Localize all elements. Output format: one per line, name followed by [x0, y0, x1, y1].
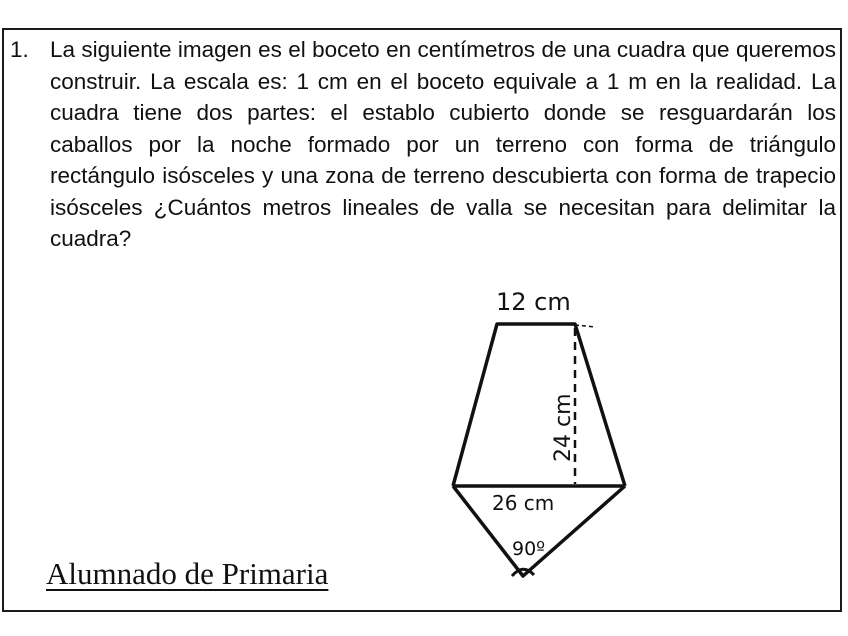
problem-statement — [10, 34, 842, 255]
problem-number: 1. — [10, 37, 29, 62]
base-label: 26 cm — [492, 491, 555, 515]
signature: Alumnado de Primaria — [46, 556, 329, 591]
problem-text: La siguiente imagen es el boceto en centímetros de una cuadra que queremos construir. La escala es: 1 cm en el boceto equivale a 1 m en la realidad. La cuadra tiene dos partes: el establo cubierto donde se resguardarán los caballos por la noche formado por un terreno con forma de triángulo rectángulo isósceles y una zona de terreno descubierta con forma de trapecio isósceles ¿Cuántos metros lineales de valla se necesitan para delimitar la cuadra? — [50, 37, 836, 251]
stable-sketch — [420, 278, 660, 598]
top-label: 12 cm — [496, 288, 571, 316]
height-label: 24 cm — [551, 393, 576, 462]
angle-label: 90º — [512, 538, 546, 560]
top-extension-dash — [575, 325, 596, 327]
trapezoid-outline — [453, 324, 625, 486]
